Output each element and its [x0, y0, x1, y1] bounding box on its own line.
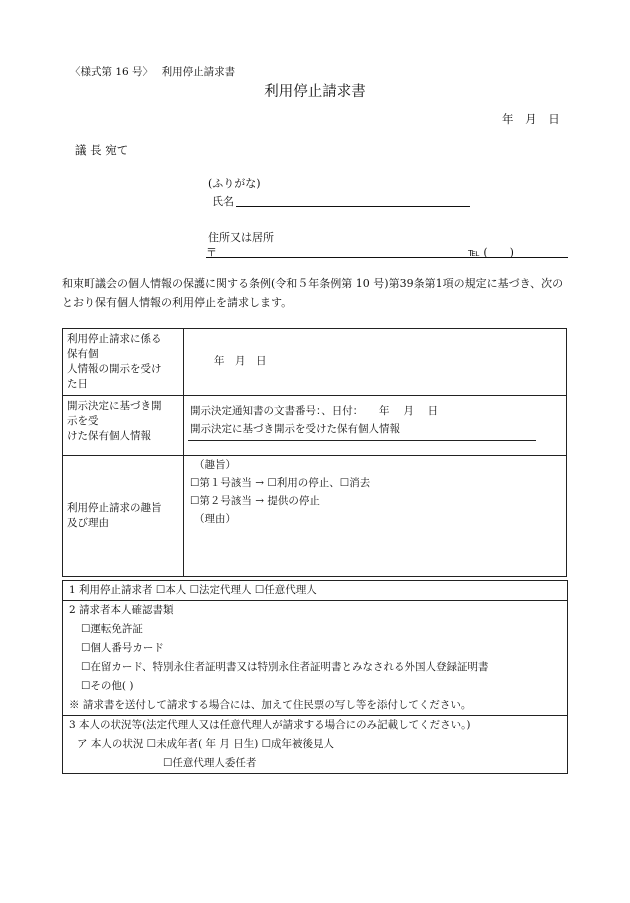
- table-row: [63, 396, 567, 456]
- table-row: [63, 456, 567, 577]
- name-field[interactable]: [236, 206, 470, 207]
- checkbox-drivers-license[interactable]: ☐運転免許証: [81, 623, 143, 635]
- purpose-option-2[interactable]: ☐第２号該当 → 提供の停止: [190, 495, 320, 507]
- requester-type-section: [63, 581, 567, 601]
- identity-docs-section: [63, 601, 567, 716]
- purpose-reason-cell[interactable]: [184, 456, 567, 577]
- checkbox-my-number-card[interactable]: ☐個人番号カード: [81, 642, 164, 654]
- disclosed-info-text: 開示決定に基づき開示を受けた保有個人情報: [190, 423, 400, 435]
- disclosure-date-cell[interactable]: [184, 329, 567, 396]
- disclosed-info-underline: [188, 440, 536, 441]
- principal-status-section: [63, 716, 567, 773]
- disclosed-info-cell[interactable]: [184, 396, 567, 456]
- request-details-table: [62, 328, 567, 577]
- intro-paragraph: 和束町議会の個人情報の保護に関する条例(令和５年条例第 10 号)第39条第1項の規定に基づき、次のとおり保有個人情報の利用停止を請求します。: [62, 277, 564, 309]
- principal-status-heading: 3 本人の状況等(法定代理人又は任意代理人が請求する場合にのみ記載してください。): [69, 719, 471, 731]
- supplementary-info-box: [62, 580, 568, 774]
- checkbox-voluntary-principal[interactable]: ☐任意代理人委任者: [163, 757, 257, 769]
- addressee: 議 長 宛て: [75, 143, 129, 157]
- table-row: [63, 329, 567, 396]
- requester-type-line[interactable]: 1 利用停止請求者 ☐本人 ☐法定代理人 ☐任意代理人: [69, 584, 317, 596]
- identity-docs-heading: 2 請求者本人確認書類: [69, 604, 174, 616]
- reason-heading: （理由）: [194, 513, 236, 525]
- disclosed-info-label: 開示決定に基づき開 示を受 けた保有個人情報: [63, 396, 184, 456]
- purpose-option-1[interactable]: ☐第１号該当 → ☐利用の停止、☐消去: [190, 477, 371, 489]
- tel-label: ℡ ( ): [468, 246, 514, 259]
- purpose-heading: （趣旨）: [194, 459, 236, 471]
- date-line: 年 月 日: [502, 112, 560, 126]
- checkbox-residence-card[interactable]: ☐在留カード、特別永住者証明書又は特別永住者証明書とみなされる外国人登録証明書: [81, 661, 489, 673]
- checkbox-other[interactable]: ☐その他( ): [81, 680, 134, 692]
- document-title: 利用停止請求書: [264, 84, 366, 100]
- postal-mark: 〒: [206, 246, 217, 259]
- principal-status-line[interactable]: ア 本人の状況 ☐未成年者( 年 月 日生) ☐成年被後見人: [77, 738, 335, 750]
- form-number-label: 〈様式第 16 号〉 利用停止請求書: [70, 66, 236, 78]
- mailing-note: ※ 請求書を送付して請求する場合には、加えて住民票の写し等を添付してください。: [69, 699, 472, 711]
- purpose-reason-label: 利用停止請求の趣旨 及び理由: [63, 456, 184, 577]
- notice-number-line: 開示決定通知書の文書番号：、日付： 年 月 日: [190, 405, 439, 417]
- disclosure-date-value: 年 月 日: [214, 355, 267, 367]
- address-label: 住所又は居所: [208, 231, 274, 244]
- disclosure-date-label: 利用停止請求に係る 保有個 人情報の開示を受け た日: [63, 329, 184, 396]
- name-label: 氏名: [212, 195, 234, 208]
- furigana-label: (ふりがな): [208, 177, 261, 190]
